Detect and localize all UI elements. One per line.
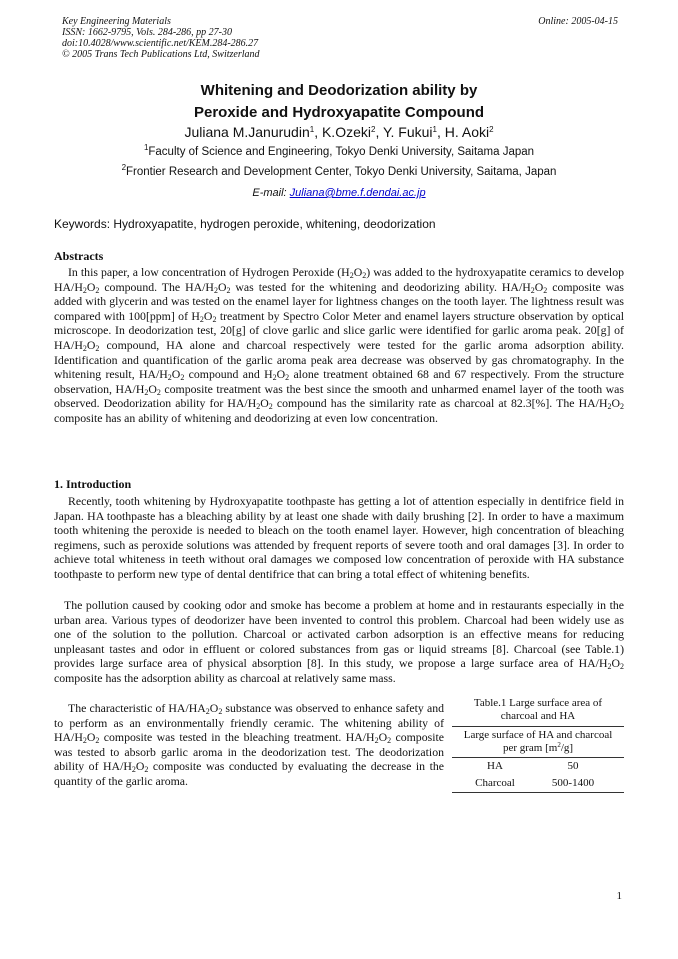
author-name: K.Ozeki <box>321 124 371 140</box>
intro-paragraph-1: Recently, tooth whitening by Hydroxyapatite toothpaste has getting a lot of attention especially in dentifrice field in Japan. HA toothpaste has a bleaching ability by at least one shade with daily brushing [2]. In order to have a maximum tooth whitening the peroxide is needed to bleach on the tooth enamel layer. However, high concentration of bleaching regimens, such as peroxide solutions was attended by frequent reports of severe tooth and oral damages [3]. In order to achieve total whiteness in teeth without oral damages we composed low concentration of peroxide with HA substance toothpaste to perform new type of dental dentifrice that can bring a total effect of whitening benefits. <box>54 494 624 581</box>
online-date: Online: 2005-04-15 <box>538 16 618 27</box>
table-caption-line: Table.1 Large surface area of <box>473 697 603 709</box>
table-row <box>452 775 624 793</box>
copyright-line: © 2005 Trans Tech Publications Ltd, Switzerland <box>62 49 260 60</box>
table-caption <box>452 697 624 726</box>
intro-paragraph-3: The characteristic of $HA/HA_2O_2$ substance was observed to enhance safety and to perform as an environmentally friendly ceramic. The whitening ability of $HA/H_2O_2$ composite was tested in the bleaching treatment. $HA/H_2O_2$ composite was tested to absorb garlic aroma in the deodorization test. The deodorization ability of $HA/H_2O_2$ composite was conducted by evaluating the decrease in the quantity of the garlic aroma. <box>54 701 444 788</box>
author-list <box>0 124 678 140</box>
email-label: E-mail: <box>252 187 290 199</box>
affiliation-2 <box>0 163 678 178</box>
table-cell-value: 50 <box>567 760 579 772</box>
author-separator: , <box>436 124 445 140</box>
introduction-heading: 1. Introduction <box>54 477 132 491</box>
table-row <box>452 758 624 775</box>
table-cell-value: 500-1400 <box>551 777 595 789</box>
table-cell-name: Charcoal <box>475 777 515 789</box>
author-name: Juliana M.Janurudin <box>184 124 310 140</box>
email-line <box>0 187 678 199</box>
author-separator: , <box>375 124 383 140</box>
keywords: Keywords: Hydroxyapatite, hydrogen peroxide, whitening, deodorization <box>54 217 436 231</box>
table-header-line: per gram $[m^2/g]$ <box>502 741 574 754</box>
table-caption-line: charcoal and HA <box>500 710 576 722</box>
author-affiliation-sup: 2 <box>370 125 376 134</box>
doi-line: doi:10.4028/www.scientific.net/KEM.284-286.27 <box>62 38 259 49</box>
affiliation-1 <box>0 143 678 158</box>
page-number: 1 <box>616 890 622 902</box>
author-affiliation-sup: 1 <box>432 125 437 134</box>
affiliation-text: Frontier Research and Development Center, Tokyo Denki University, Saitama, Japan <box>126 166 557 178</box>
paper-title-line2: Peroxide and Hydroxyapatite Compound <box>193 104 485 121</box>
author-affiliation-sup: 2 <box>489 125 494 134</box>
author-separator: , <box>314 124 322 140</box>
affiliation-sup: 2 <box>121 163 127 172</box>
table-header <box>452 727 624 758</box>
abstract-body: In this paper, a low concentration of Hydrogen Peroxide $(H_2O_2)$ was added to the hydroxyapatite ceramics to develop $HA/H_2O_2$ compound. The $HA/H_2O_2$ was tested for the whitening and deodorizing ability. $HA/H_2O_2$ composite was added with glycerin and was tested on the enamel layer for lightness changes on the tooth layer. The lightness result was compared with 100[ppm] of $H_2O_2$ treatment by Spectro Color Meter and enamel layers structure observation by optical microscope. In deodorization test, 20[g] of clove garlic and slice garlic were identified for garlic aroma peak. 20[g] of $HA/H_2O_2$ compound, HA alone and charcoal respectively were tested for the garlic aroma adsorption ability. Identification and quantification of the garlic aroma peak area decrease was observed by gas chromatography. In the whitening result, $HA/H_2O_2$ compound and $H_2O_2$ alone treatment obtained 68 and 67 respectively. From the structure observation, $HA/H_2O_2$ composite treatment was the best since the smooth and unharmed enamel layer of the tooth was observed. Deodorization ability for $HA/H_2O_2$ compound has the similarity rate as charcoal at 82.3[%]. The $HA/H_2O_2$ composite has an ability of whitening and deodorizing at even low concentration. <box>54 265 625 425</box>
issn-line: ISSN: 1662-9795, Vols. 284-286, pp 27-30 <box>62 27 232 38</box>
table-header-line: Large surface of HA and charcoal <box>463 729 613 741</box>
email-link[interactable]: Juliana@bme.f.dendai.ac.jp <box>289 187 426 199</box>
author-name: H. Aoki <box>444 124 490 140</box>
table-cell-name: HA <box>487 760 503 772</box>
journal-header <box>62 16 618 60</box>
table-1 <box>452 697 624 793</box>
abstract-heading: Abstracts <box>54 249 104 263</box>
journal-name: Key Engineering Materials <box>62 16 171 27</box>
intro-paragraph-2: The pollution caused by cooking odor and smoke has become a problem at home and in restaurants especially in the urban area. Various types of deodorizer have been invented to control this problem. Charcoal had been widely use as one of the solution to the pollution. Charcoal or activated carbon adsorption is an effective means for reducing unpleasant tastes and odor in effluent or colored substances from gas or liquid streams [8]. Charcoal (see Table.1) provides large surface area of physical absorption [8]. In this study, we propose a large surface area of $HA/H_2O_2$ composite has the adsorption ability as charcoal at relatively same mass. <box>54 598 624 685</box>
affiliation-sup: 1 <box>143 143 149 152</box>
author-name: Y. Fukui <box>382 124 433 140</box>
author-affiliation-sup: 1 <box>309 125 315 134</box>
paper-title-line1: Whitening and Deodorization ability by <box>200 82 478 99</box>
affiliation-text: Faculty of Science and Engineering, Tokyo Denki University, Saitama Japan <box>148 146 535 158</box>
